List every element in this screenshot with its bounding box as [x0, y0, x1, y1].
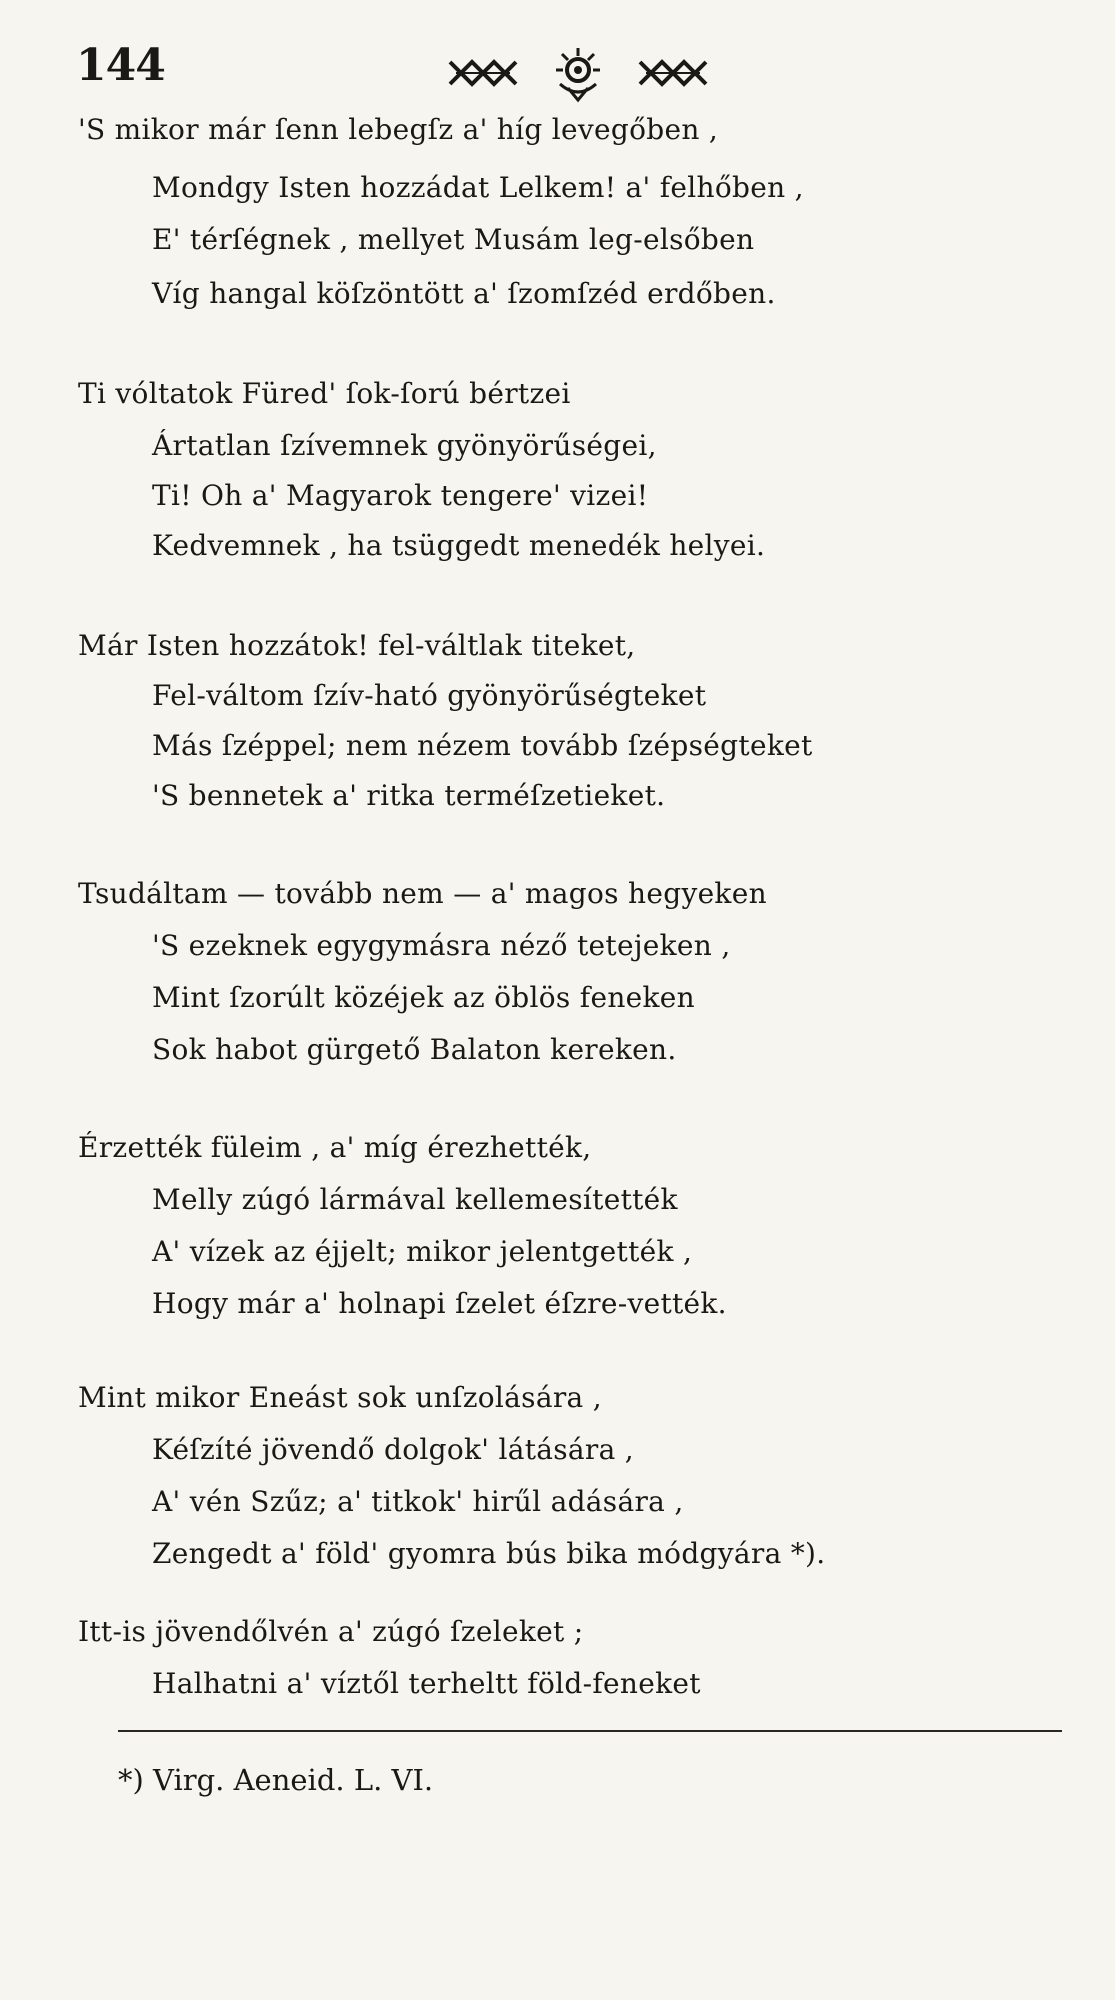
verse-line: E' térſégnek , mellyet Musám leg-elsőben	[152, 223, 755, 256]
verse-line: Ti! Oh a' Magyarok tengere' vizei!	[152, 479, 649, 512]
verse-line: Mint mikor Eneást sok unſzolására ,	[78, 1381, 602, 1414]
verse-line: A' vén Szűz; a' titkok' hirűl adására ,	[152, 1485, 684, 1518]
verse-line: Már Isten hozzátok! fel-váltlak titeket,	[78, 629, 636, 662]
verse-line: 'S mikor már ſenn lebegſz a' híg levegőben ,	[78, 113, 719, 146]
verse-line: Érzették füleim , a' míg érezhették,	[78, 1131, 592, 1164]
crossed-leaves-icon	[640, 62, 706, 84]
verse-line: 'S bennetek a' ritka terméſzetieket.	[152, 779, 666, 812]
flower-sun-icon	[556, 48, 600, 100]
verse-line: Kéſzíté jövendő dolgok' látására ,	[152, 1433, 634, 1466]
page-number: 144	[76, 40, 165, 91]
verse-line: Itt-is jövendőlvén a' zúgó ſzeleket ;	[78, 1615, 584, 1648]
verse-line: Melly zúgó lármával kellemesítették	[152, 1183, 678, 1216]
verse-line: Más ſzéppel; nem nézem tovább ſzépségteket	[152, 729, 813, 762]
verse-line: Zengedt a' föld' gyomra bús bika módgyára *).	[152, 1537, 826, 1570]
verse-line: Hogy már a' holnapi ſzelet éſzre-vették.	[152, 1287, 727, 1320]
verse-line: 'S ezeknek egygymásra néző tetejeken ,	[152, 929, 731, 962]
verse-line: Mint ſzorúlt közéjek az öblös feneken	[152, 981, 695, 1014]
verse-line: Mondgy Isten hozzádat Lelkem! a' felhőben ,	[152, 171, 804, 204]
verse-line: Víg hangal köſzöntött a' ſzomſzéd erdőben.	[152, 277, 776, 310]
verse-line: Tsudáltam — tovább nem — a' magos hegyeken	[78, 877, 767, 910]
verse-line: Halhatni a' víztől terheltt föld-feneket	[152, 1667, 701, 1700]
footnote: *) Virg. Aeneid. L. VI.	[118, 1763, 434, 1797]
verse-line: Ti vóltatok Füred' ſok-ſorú bértzei	[78, 377, 571, 410]
verse-line: Ártatlan ſzívemnek gyönyörűségei,	[152, 429, 657, 462]
verse-line: Fel-váltom ſzív-ható gyönyörűségteket	[152, 679, 707, 712]
footnote-divider	[118, 1730, 1062, 1732]
verse-line: A' vízek az éjjelt; mikor jelentgették ,	[152, 1235, 693, 1268]
crossed-leaves-icon	[450, 62, 516, 84]
verse-line: Sok habot gürgető Balaton kereken.	[152, 1033, 677, 1066]
header-ornament	[438, 40, 718, 106]
verse-line: Kedvemnek , ha tsüggedt menedék helyei.	[152, 529, 766, 562]
